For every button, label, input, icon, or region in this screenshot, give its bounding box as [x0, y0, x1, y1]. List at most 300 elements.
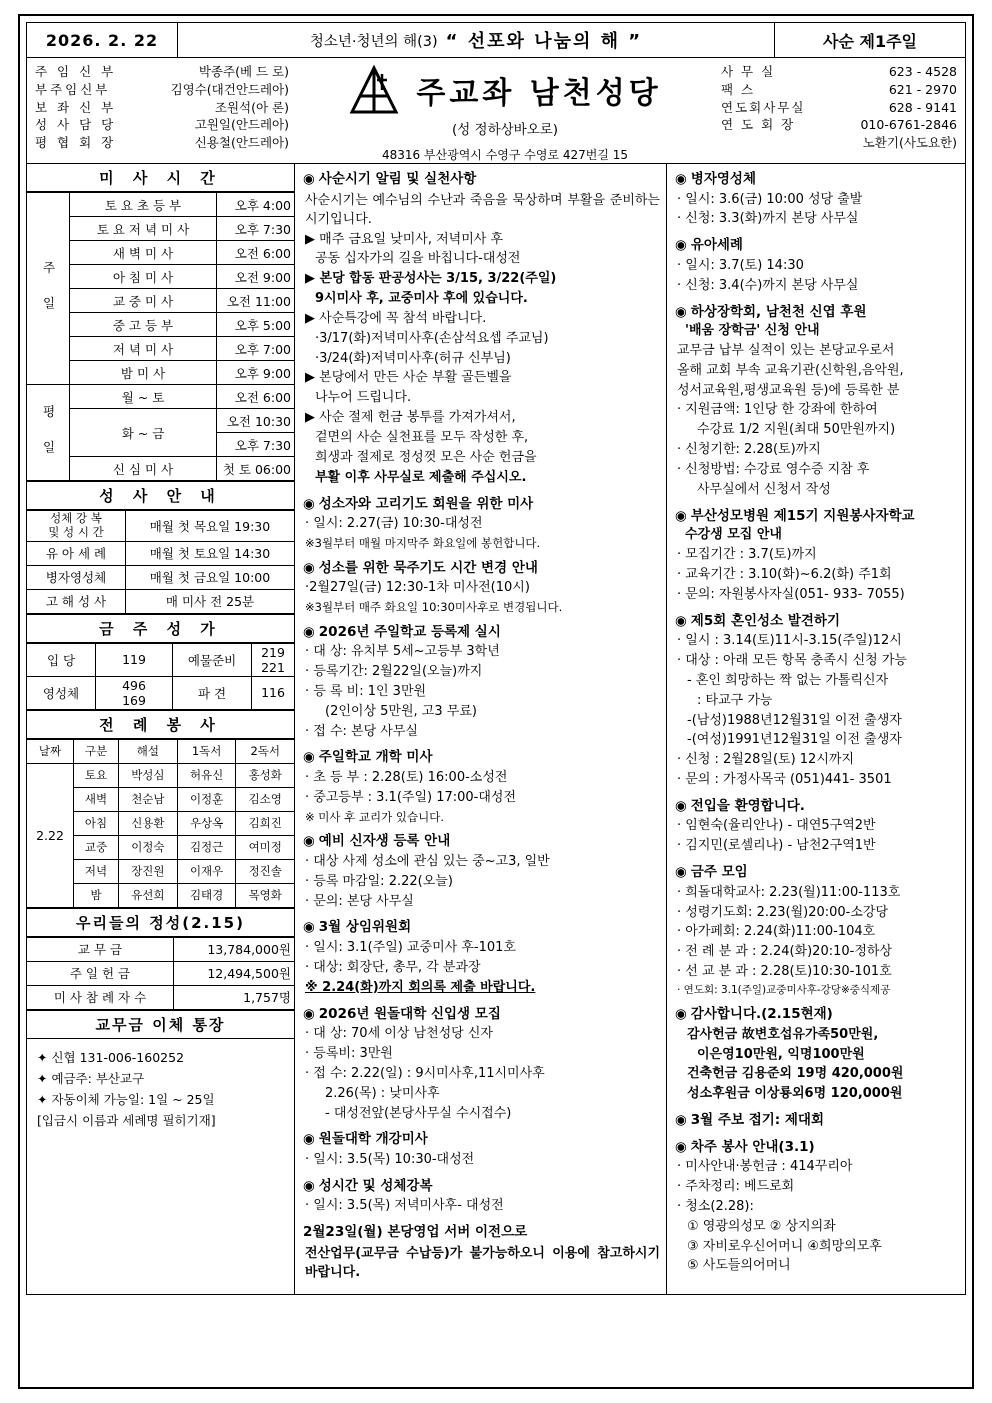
service-person: 정진솔: [236, 859, 294, 883]
offering-label: 미 사 참 례 자 수: [27, 985, 174, 1009]
mass-time: 오전 10:30: [217, 409, 295, 433]
announcement-line: 사순시기는 예수님의 수난과 죽음을 묵상하며 부활을 준비하는 시기입니다.: [305, 192, 660, 228]
contact-label: 팩 스: [721, 81, 756, 97]
service-part: 아침: [74, 811, 119, 835]
announcement-line: 성소후원금 이상룡외6명 120,000원: [687, 1086, 903, 1102]
announcement-item: [675, 1111, 959, 1131]
announcement-body: [303, 1025, 660, 1123]
mass-time: 첫 토 06:00: [217, 457, 295, 481]
col-header: 구분: [74, 739, 119, 763]
announcement-line: 교무금 납부 실적이 있는 본당교우로서: [677, 342, 895, 358]
announcement-line: · 성령기도회: 2.23(월)20:00-소강당: [677, 904, 889, 920]
hymns-title: 금 주 성 가: [27, 614, 294, 643]
contact-row: [721, 116, 957, 134]
diamond-bullet-icon: ◉: [675, 171, 687, 187]
clergy-row: [35, 134, 289, 152]
service-person: 유선희: [119, 883, 178, 907]
announcements-column-2: [667, 164, 965, 1294]
announcement-line: · 일시: 3.1(주일) 교중미사 후-101호: [305, 940, 516, 956]
announcement-title: [675, 1111, 959, 1131]
service-person: 이정숙: [119, 835, 178, 859]
announcement-line: 공동 십자가의 길을 바칩니다-대성전: [315, 251, 521, 267]
table-row: [27, 961, 294, 985]
announcement-line: · 문의: 본당 사무실: [305, 893, 414, 909]
announcement-title-text: 3월 상임위원회: [318, 919, 412, 936]
account-line: ✦ 예금주: 부산교구: [37, 1070, 145, 1086]
mass-group-label: 평 일: [27, 385, 70, 481]
announcement-line: 성서교육원,평생교육원 등)에 등록한 분: [677, 382, 900, 398]
announcement-line: ※3월부터 매월 마지막주 화요일에 봉헌합니다.: [305, 535, 541, 550]
announcement-line: · 신청 : 2월28일(토) 12시까지: [677, 752, 855, 768]
announcement-line: 부활 이후 사무실로 제출해 주십시오.: [315, 469, 527, 485]
announcement-body: [675, 884, 959, 998]
announcement-title: [303, 623, 660, 643]
announcement-title: [675, 507, 959, 527]
diamond-bullet-icon: ◉: [303, 171, 315, 187]
announcement-line: · 문의: 자원봉사자실(051- 933- 7055): [677, 586, 905, 602]
announcement-title-text: 3월 주보 접기: 제대회: [690, 1112, 825, 1129]
announcement-line: - 혼인 희망하는 짝 없는 가톨릭신자: [687, 672, 889, 688]
announcement-line: · 등록기간: 2월22일(오늘)까지: [305, 664, 483, 680]
announcement-line: · 문의 : 가정사목국 (051)441- 3501: [677, 772, 892, 788]
announcement-line: ·3/24(화)저녁미사후(허규 신부님): [315, 350, 511, 366]
account-line: ✦ 자동이체 가능일: 1일 ~ 25일: [37, 1092, 215, 1108]
service-person: 허유신: [177, 763, 236, 787]
announcement-line: · 미사안내·봉헌금 : 414꾸리아: [677, 1159, 853, 1175]
mass-name: 아 침 미 사: [70, 265, 217, 289]
announcement-line: - 대성전앞(본당사무실 수시접수): [325, 1105, 512, 1121]
mass-name: 밤 미 사: [70, 361, 217, 385]
announcement-line: ·2월27일(금) 12:30-1차 미사전(10시): [305, 580, 530, 596]
announcement-line: ※ 미사 후 교리가 있습니다.: [305, 809, 445, 824]
announcement-line: ③ 자비로우신어머니 ④희망의모후: [687, 1238, 882, 1254]
contact-label: 연 도 회 장: [721, 117, 796, 133]
announcement-line: ·3/17(화)저녁미사후(손삼석요셉 주교님): [315, 330, 549, 346]
hymn-number: 496 169: [96, 676, 173, 709]
announcement-title: [675, 612, 959, 632]
contact-label: 사 무 실: [721, 64, 776, 79]
hymn-part: 영성체: [27, 676, 96, 709]
service-person: 신용환: [119, 811, 178, 835]
announcement-title: [675, 170, 959, 190]
announcement-line: ※3월부터 매주 화요일 10:30미사후로 변경됩니다.: [305, 600, 563, 615]
diamond-bullet-icon: ◉: [303, 919, 315, 936]
mass-name: 교 중 미 사: [70, 289, 217, 313]
announcement-title: [303, 1005, 660, 1025]
offering-label: 교 무 금: [27, 937, 174, 961]
announcement-line: ▶ 본당에서 만든 사순 부활 골든벨을: [305, 370, 512, 386]
announcement-item: [303, 170, 660, 488]
table-row: [27, 763, 294, 787]
announcement-item: [303, 1177, 660, 1216]
service-part: 토요: [74, 763, 119, 787]
mass-schedule-table: [27, 192, 294, 481]
announcement-line: · 등 록 비: 1인 3만원: [305, 683, 427, 699]
account-info: [27, 1039, 294, 1140]
diamond-bullet-icon: ◉: [303, 495, 315, 512]
announcement-item: [675, 612, 959, 790]
announcement-line: · 주차정리: 베드로회: [677, 1179, 795, 1195]
announcement-line: : 타교구 가능: [697, 692, 773, 708]
announcement-title-text: 부산성모병원 제15기 지원봉사자학교: [690, 507, 915, 524]
announcement-line: ① 영광의성모 ② 상지의좌: [687, 1218, 836, 1234]
announcement-body: [675, 1158, 959, 1276]
service-person: 장진원: [119, 859, 178, 883]
announcement-item: [303, 495, 660, 552]
announcement-title-text: 전입을 환영합니다.: [690, 797, 805, 814]
diamond-bullet-icon: ◉: [303, 623, 315, 640]
service-person: 김정근: [177, 835, 236, 859]
announcement-line: · 초 등 부 : 2.28(토) 16:00-소성전: [305, 770, 508, 786]
mass-time: 오후 4:00: [217, 193, 295, 217]
announcement-line: · 선 교 분 과 : 2.28(토)10:30-101호: [677, 964, 892, 980]
diamond-bullet-icon: ◉: [303, 1177, 315, 1194]
account-line: ✦ 신협 131-006-160252: [37, 1049, 185, 1065]
announcement-line: 희생과 절제로 정성껏 모은 사순 헌금을: [315, 449, 537, 465]
announcement-body: [303, 1197, 660, 1216]
hymn-part: 파 견: [173, 676, 252, 709]
mass-schedule-title: 미 사 시 간: [27, 164, 294, 192]
service-person: 홍성화: [236, 763, 294, 787]
hymn-number: 116: [252, 676, 295, 709]
announcement-title-text: 차주 봉사 안내(3.1): [690, 1138, 815, 1155]
announcement-line: · 모집기간 : 3.7(토)까지: [677, 547, 817, 563]
offerings-title: 우리들의 정성(2.15): [27, 908, 294, 937]
announcement-title: [675, 236, 959, 256]
announcement-line: · 대 상: 70세 이상 남천성당 신자: [305, 1026, 493, 1042]
mass-name: 중 고 등 부: [70, 313, 217, 337]
liturgy-service-table: [27, 739, 294, 908]
service-person: 김희진: [236, 811, 294, 835]
announcement-line: · 일시: 2.27(금) 10:30-대성전: [305, 516, 483, 532]
announcement-item: [303, 559, 660, 616]
contact-value: 010-6761-2846: [860, 117, 957, 133]
clergy-list: [27, 58, 295, 163]
diamond-bullet-icon: ◉: [303, 559, 315, 576]
contact-value: 628 - 9141: [888, 99, 957, 115]
clergy-name: 조원석(아 론): [214, 99, 289, 115]
clergy-name: 고원일(안드레아): [194, 117, 289, 133]
mass-name: 저 녁 미 사: [70, 337, 217, 361]
announcement-title-text: 성소를 위한 묵주기도 시간 변경 안내: [318, 559, 538, 576]
mass-name: 토 요 초 등 부: [70, 193, 217, 217]
logo-and-title: [295, 64, 715, 116]
announcement-body: [303, 853, 660, 912]
announcement-body: [675, 546, 959, 605]
col-header: 1독서: [177, 739, 236, 763]
announcement-line: · 중고등부 : 3.1(주일) 17:00-대성전: [305, 789, 517, 805]
announcement-line: · 신청: 3.4(수)까지 본당 사무실: [677, 277, 859, 293]
table-row: [27, 676, 294, 709]
announcement-line: · 대상: 회장단, 총무, 각 분과장: [305, 959, 481, 975]
announcement-item: [675, 1138, 959, 1277]
hymn-part: 입 당: [27, 643, 96, 676]
mass-name: 화 ~ 금: [70, 409, 217, 457]
announcement-title-text: 유아세례: [690, 237, 743, 254]
announcement-title-text: 성소자와 고리기도 회원을 위한 미사: [318, 495, 534, 512]
announcement-title-text: 성시간 및 성체강복: [318, 1177, 433, 1194]
diamond-bullet-icon: ◉: [675, 1112, 687, 1129]
issue-date: 2026. 2. 22: [27, 23, 178, 57]
account-line: [입금시 이름과 세례명 필히기재]: [37, 1113, 216, 1129]
announcement-line: · 일시: 3.5(목) 10:30-대성전: [305, 1151, 475, 1167]
diamond-bullet-icon: ◉: [675, 612, 687, 629]
announcement-line: (2인이상 5만원, 고3 무료): [325, 703, 477, 719]
clergy-name: 신용철(안드레아): [194, 135, 289, 150]
announcement-title-text: 원돌대학 개강미사: [318, 1131, 428, 1148]
table-row: [27, 193, 294, 217]
table-row: [27, 541, 294, 565]
announcement-item: [303, 1223, 660, 1283]
announcement-body: [675, 632, 959, 790]
announcement-line: · 등록 마감일: 2.22(오늘): [305, 873, 453, 889]
diamond-bullet-icon: ◉: [675, 237, 687, 254]
offering-label: 주 일 헌 금: [27, 961, 174, 985]
hymn-part: 예물준비: [173, 643, 252, 676]
diamond-bullet-icon: ◉: [303, 749, 315, 766]
sacrament-when: 매월 첫 금요일 10:00: [126, 565, 295, 589]
announcement-body: [303, 939, 660, 998]
announcement-body: [675, 191, 959, 230]
mass-time: 오후 7:30: [217, 217, 295, 241]
parish-identity: [295, 58, 715, 163]
announcement-line: ▶ 본당 합동 판공성사는 3/15, 3/22(주일): [305, 271, 557, 287]
announcement-body: [303, 769, 660, 825]
service-person: 목영화: [236, 883, 294, 907]
announcement-item: [303, 1005, 660, 1124]
mass-time: 오후 7:30: [217, 433, 295, 457]
diamond-bullet-icon: ◉: [303, 833, 315, 850]
table-row: [27, 511, 294, 542]
announcement-title: [675, 863, 959, 883]
mass-time: 오전 9:00: [217, 265, 295, 289]
announcement-line: -(여성)1991년12월31일 이전 출생자: [687, 732, 902, 748]
announcement-line: · 전 례 분 과 : 2.24(화)20:10-정하상: [677, 944, 893, 960]
announcement-title: [303, 559, 660, 579]
mass-name: 신 심 미 사: [70, 457, 217, 481]
announcement-line: · 교육기간 : 3.10(화)~6.2(화) 주1회: [677, 566, 892, 582]
service-person: 김소영: [236, 787, 294, 811]
announcement-title: [303, 748, 660, 768]
service-person: 이재우: [177, 859, 236, 883]
mass-name: 새 벽 미 사: [70, 241, 217, 265]
announcement-line: · 접 수: 본당 사무실: [305, 723, 418, 739]
announcement-line: · 신청: 3.3(화)까지 본당 사무실: [677, 211, 859, 227]
parish-patron: (성 정하상바오로): [451, 122, 559, 138]
announcement-item: [303, 623, 660, 742]
service-date: 2.22: [27, 763, 74, 907]
announcement-line: · 청소(2.28):: [677, 1198, 754, 1214]
schedule-column: [27, 164, 295, 1294]
service-part: 교중: [74, 835, 119, 859]
col-header: 날짜: [27, 739, 74, 763]
service-person: 천순남: [119, 787, 178, 811]
announcement-item: [675, 1005, 959, 1104]
table-row: [27, 565, 294, 589]
announcement-line: 수강료 1/2 지원(최대 50만원까지): [697, 422, 896, 438]
announcement-line: ▶ 사순 절제 헌금 봉투를 가져가셔서,: [305, 410, 516, 426]
sacrament-name: 성체 강 복 및 성 시 간: [27, 511, 126, 542]
announcement-title-text: 감사합니다.(2.15현재): [690, 1006, 833, 1023]
announcement-line: ※ 2.24(화)까지 회의록 제출 바랍니다.: [305, 979, 536, 995]
diamond-bullet-icon: ◉: [675, 507, 687, 524]
announcement-subtitle: 수강생 모집 안내: [685, 527, 782, 543]
liturgical-sunday: 사순 제1주일: [774, 23, 965, 57]
announcement-line: · 희돌대학교사: 2.23(월)11:00-113호: [677, 884, 901, 900]
announcement-body: [303, 1151, 660, 1170]
announcement-title-text: 예비 신자생 등록 안내: [318, 833, 451, 850]
announcement-title: [303, 1223, 660, 1243]
announcement-title: [675, 1005, 959, 1025]
announcement-line: · 일시: 3.6(금) 10:00 성당 출발: [677, 191, 863, 207]
theme-line1: 청소년·청년의 해(3): [309, 33, 438, 50]
bulletin-header: [26, 22, 966, 58]
announcement-line: · 지원금액: 1인당 한 강좌에 한하여: [677, 402, 878, 418]
announcement-line: · 등록비: 3만원: [305, 1045, 393, 1061]
announcement-title-text: 제5회 혼인성소 발견하기: [690, 612, 840, 629]
service-person: 여미정: [236, 835, 294, 859]
diamond-bullet-icon: ◉: [675, 303, 687, 320]
table-row: [27, 937, 294, 961]
announcement-line: 나누어 드립니다.: [315, 390, 412, 406]
service-part: 새벽: [74, 787, 119, 811]
announcement-line: · 아가페회: 2.24(화)11:00-104호: [677, 924, 876, 940]
announcement-title-text: 사순시기 알림 및 실천사항: [318, 171, 477, 187]
mass-name: 토 요 저 녁 미 사: [70, 217, 217, 241]
announcement-item: [675, 170, 959, 229]
contact-value: 623 - 4528: [888, 64, 957, 79]
sacrament-when: 매 미사 전 25분: [126, 589, 295, 613]
diamond-bullet-icon: ◉: [303, 1005, 315, 1022]
announcement-line: 사무실에서 신청서 작성: [697, 481, 831, 497]
announcement-item: [303, 918, 660, 997]
parish-name: 주교좌 남천성당: [416, 76, 662, 111]
announcement-title-text: 금주 모임: [690, 864, 748, 881]
clergy-name: 김영수(대건안드레아): [170, 81, 289, 97]
announcement-title: [303, 170, 660, 190]
parish-address: 48316 부산광역시 수영구 수영로 427번길 15: [381, 148, 629, 162]
hymns-table: [27, 643, 294, 710]
announcement-item: [675, 863, 959, 998]
clergy-row: [35, 116, 289, 134]
announcement-subtitle: '배움 장학금' 신청 안내: [685, 323, 820, 339]
contact-label: 연도회사무실: [721, 99, 806, 115]
clergy-role: 성 사 담 당: [35, 117, 117, 133]
announcement-line: ▶ 사순특강에 꼭 참석 바랍니다.: [305, 310, 487, 326]
clergy-role: 평 협 회 장: [35, 135, 117, 150]
mass-name: 월 ~ 토: [70, 385, 217, 409]
diamond-bullet-icon: ◉: [303, 1131, 315, 1148]
announcement-title-text: 하상장학회, 남천천 신엽 후원: [690, 303, 867, 320]
announcement-line: · 임현숙(율리안나) - 대연5구역2반: [677, 818, 876, 834]
announcement-line: · 일시 : 3.14(토)11시-3.15(주일)12시: [677, 633, 902, 649]
announcement-item: [303, 748, 660, 825]
masthead: [26, 58, 966, 164]
table-row: [27, 385, 294, 409]
year-theme: [178, 23, 774, 57]
sacrament-when: 매월 첫 목요일 19:30: [126, 511, 295, 542]
announcement-body: [675, 342, 959, 500]
offering-value: 13,784,000원: [174, 937, 295, 961]
announcement-item: [675, 507, 959, 605]
mass-time: 오후 5:00: [217, 313, 295, 337]
announcement-item: [303, 832, 660, 911]
clergy-row: [35, 81, 289, 99]
col-header: 2독서: [236, 739, 294, 763]
announcement-item: [303, 1130, 660, 1169]
clergy-role: 주 임 신 부: [35, 64, 117, 79]
mass-time: 오전 6:00: [217, 385, 295, 409]
announcement-line: 올해 교회 부속 교육기관(신학원,음악원,: [677, 362, 904, 378]
clergy-name: 박종주(베 드 로): [198, 64, 289, 79]
announcement-line: · 신청기한: 2.28(토)까지: [677, 442, 821, 458]
contact-list: [715, 58, 965, 163]
announcement-line: -(남성)1988년12월31일 이전 출생자: [687, 712, 902, 728]
announcement-line: 감사헌금 故변호섭유가족50만원,: [687, 1026, 879, 1042]
announcement-line: · 일시: 3.7(토) 14:30: [677, 257, 804, 273]
announcement-body: [675, 1026, 959, 1104]
announcement-line: · 대상 : 아래 모든 항목 충족시 신청 가능: [677, 653, 907, 668]
service-part: 저녁: [74, 859, 119, 883]
announcement-title: [303, 832, 660, 852]
announcement-line: 전산업무(교무금 수납등)가 불가능하오니 이용에 참고하시기 바랍니다.: [305, 1245, 660, 1281]
announcement-body: [675, 817, 959, 856]
announcement-line: · 일시: 3.5(목) 저녁미사후- 대성전: [305, 1198, 504, 1214]
announcement-line: 2.26(목) : 낮미사후: [325, 1085, 440, 1101]
mass-time: 오후 7:00: [217, 337, 295, 361]
sacrament-when: 매월 첫 토요일 14:30: [126, 541, 295, 565]
contact-row: [721, 99, 957, 117]
service-person: 김태경: [177, 883, 236, 907]
diamond-bullet-icon: ◉: [675, 797, 687, 814]
contact-row: [721, 63, 957, 81]
sacrament-name: 병자영성체: [27, 565, 126, 589]
contact-row: [721, 81, 957, 99]
service-part: 밤: [74, 883, 119, 907]
theme-line2: “ 선포와 나눔의 해 ”: [445, 31, 643, 52]
table-row: [27, 643, 294, 676]
announcement-title: [303, 495, 660, 515]
announcement-title: [675, 1138, 959, 1158]
mass-time: 오전 6:00: [217, 241, 295, 265]
announcement-title: [303, 918, 660, 938]
announcement-item: [675, 303, 959, 500]
mass-time: 오후 9:00: [217, 361, 295, 385]
contact-row: [721, 134, 957, 152]
announcement-line: 겉면의 사순 실천표를 모두 작성한 후,: [315, 430, 529, 445]
announcement-title: [303, 1177, 660, 1197]
contact-value: 노환기(사도요한): [862, 135, 957, 150]
sacraments-table: [27, 510, 294, 614]
announcement-title-text: 2월23일(월) 본당영업 서버 이전으로: [303, 1224, 528, 1241]
sacrament-name: 고 해 성 사: [27, 589, 126, 613]
parish-logo-icon: [348, 64, 404, 116]
service-person: 박성심: [119, 763, 178, 787]
diamond-bullet-icon: ◉: [675, 864, 687, 881]
sacraments-title: 성 사 안 내: [27, 481, 294, 510]
hymn-number: 119: [96, 643, 173, 676]
announcements-column-1: [295, 164, 667, 1294]
announcement-title-text: 병자영성체: [690, 171, 756, 187]
bulletin-body: [26, 164, 966, 1295]
announcement-line: · 연도회: 3.1(주일)교중미사후-강당※중식제공: [677, 983, 891, 996]
liturgy-service-title: 전 례 봉 사: [27, 710, 294, 739]
announcement-line: 건축헌금 김용준외 19명 420,000원: [687, 1066, 904, 1082]
clergy-role: 부주임신부: [35, 81, 111, 97]
clergy-role: 보 좌 신 부: [35, 99, 117, 115]
announcement-body: [303, 1244, 660, 1283]
announcement-body: [303, 643, 660, 741]
